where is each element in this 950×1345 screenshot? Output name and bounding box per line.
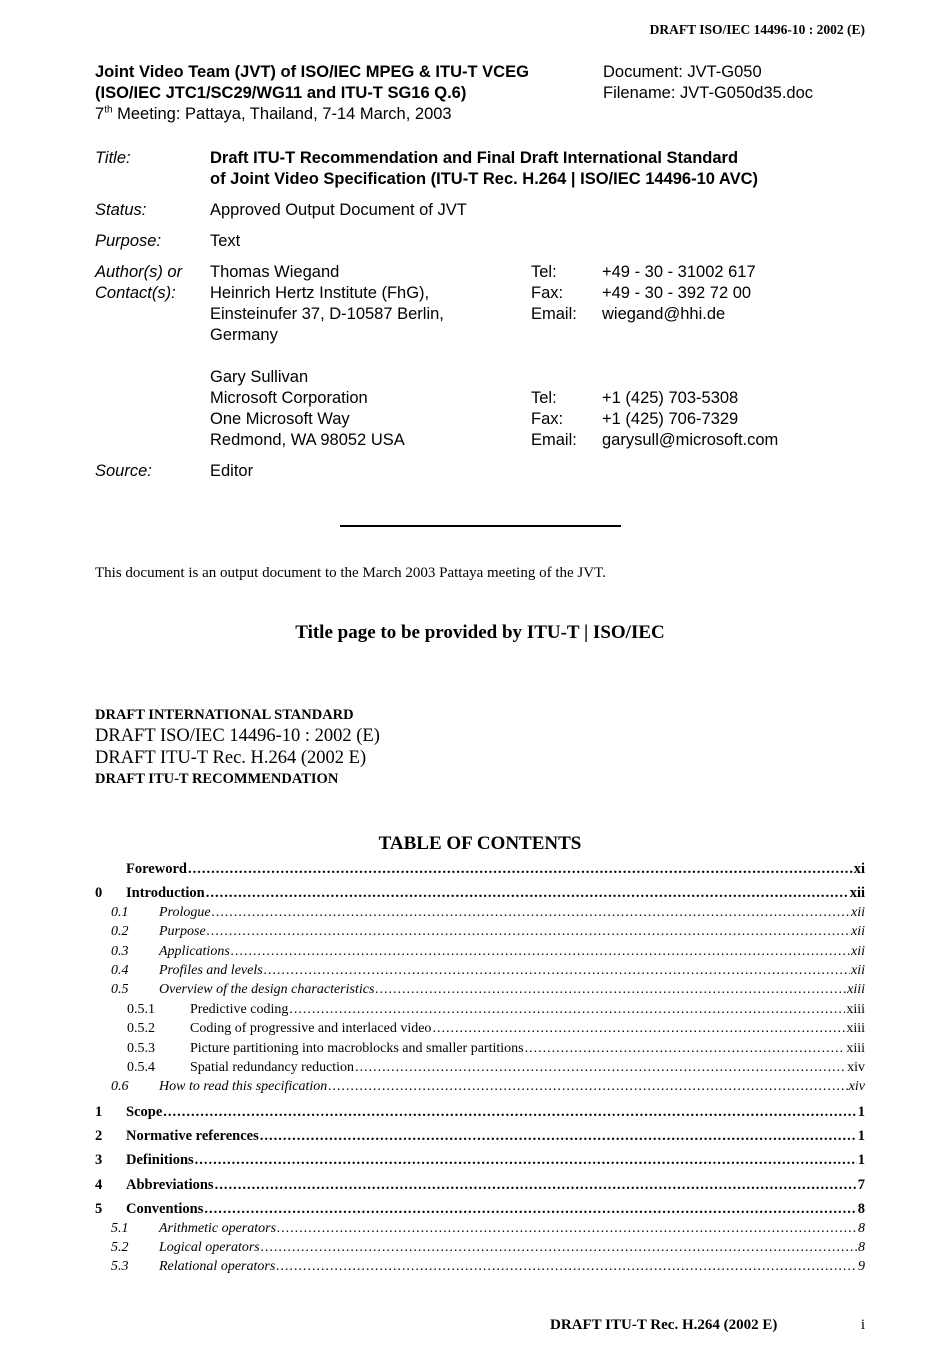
toc-entry[interactable] xyxy=(95,1152,865,1171)
standard-line-4: DRAFT ITU-T RECOMMENDATION xyxy=(95,771,339,787)
toc-leader-dots xyxy=(525,1041,846,1057)
toc-entry-page: xiii xyxy=(846,1040,865,1056)
purpose-row xyxy=(95,231,865,252)
title-row xyxy=(95,148,865,190)
toc-entry-title: Logical operators xyxy=(159,1240,260,1256)
toc-leader-dots xyxy=(261,1240,857,1256)
contacts-row xyxy=(95,262,865,451)
toc-leader-dots xyxy=(276,1259,857,1275)
toc-entry-title: Coding of progressive and interlaced video xyxy=(190,1021,432,1037)
filename: Filename: JVT-G050d35.doc xyxy=(603,84,814,102)
toc-leader-dots xyxy=(289,1002,845,1018)
toc-entry[interactable] xyxy=(95,1259,865,1278)
fax-label: Fax: xyxy=(531,410,564,428)
toc-leader-dots xyxy=(260,1128,857,1145)
email-value: wiegand@hhi.de xyxy=(602,305,726,323)
status-value: Approved Output Document of JVT xyxy=(210,201,467,219)
toc-leader-dots xyxy=(212,905,850,921)
toc-entry-page: xii xyxy=(851,943,865,959)
toc-entry-title: Scope xyxy=(126,1103,163,1120)
toc-entry-page: xii xyxy=(851,924,865,940)
toc-entry-title: Profiles and levels xyxy=(159,962,263,978)
contact-sullivan xyxy=(210,367,865,451)
contact-address: Einsteinufer 37, D-10587 Berlin, xyxy=(210,305,444,323)
tel-label: Tel: xyxy=(531,263,557,281)
toc-entry-number: 5.1 xyxy=(111,1220,129,1236)
author-label-line-2: Contact(s): xyxy=(95,284,176,302)
toc-entry-number: 0.5.3 xyxy=(127,1040,155,1056)
toc-entry-number: 3 xyxy=(95,1152,103,1169)
email-label: Email: xyxy=(531,305,577,323)
toc-entry[interactable] xyxy=(95,1221,865,1240)
jvt-line-1: Joint Video Team (JVT) of ISO/IEC MPEG & ITU-T VCEG xyxy=(95,63,529,81)
contact-line xyxy=(210,262,865,283)
toc-entry-number: 0.6 xyxy=(111,1079,129,1095)
standard-line-1: DRAFT INTERNATIONAL STANDARD xyxy=(95,707,354,723)
toc-entry-page: 8 xyxy=(858,1240,865,1256)
email-value: garysull@microsoft.com xyxy=(602,431,779,449)
standard-line-3: DRAFT ITU-T Rec. H.264 (2002 E) xyxy=(95,748,367,768)
toc-leader-dots xyxy=(215,1177,857,1194)
contact-name: Gary Sullivan xyxy=(210,368,309,386)
toc-leader-dots xyxy=(231,944,850,960)
toc-entry-number: 0.3 xyxy=(111,943,129,959)
toc-entry-title: Purpose xyxy=(159,924,206,940)
toc-leader-dots xyxy=(204,1201,856,1218)
contact-address: One Microsoft Way xyxy=(210,410,350,428)
toc-entry-page: xiv xyxy=(847,1059,865,1075)
toc-entry-number: 0 xyxy=(95,885,103,902)
toc-entry[interactable] xyxy=(95,1104,865,1123)
toc-leader-dots xyxy=(355,1060,846,1076)
author-label xyxy=(95,262,207,304)
toc-entry-page: 7 xyxy=(857,1176,865,1193)
contact-line xyxy=(210,388,865,409)
toc-entry-page: 1 xyxy=(857,1103,865,1120)
status-label: Status: xyxy=(95,201,147,219)
contact-country: Germany xyxy=(210,326,278,344)
toc-entry-page: 8 xyxy=(858,1220,865,1236)
toc-entry-number: 5.3 xyxy=(111,1259,129,1275)
toc-entry-number: 1 xyxy=(95,1103,103,1120)
author-label-line-1: Author(s) or xyxy=(95,263,183,281)
toc-entry-number: 5 xyxy=(95,1201,103,1218)
toc-entry-title: Introduction xyxy=(126,885,205,902)
toc-entry-title: Abbreviations xyxy=(126,1176,214,1193)
toc-entry[interactable] xyxy=(95,1002,865,1021)
toc-entry-number: 0.5.4 xyxy=(127,1059,155,1075)
toc-entry[interactable] xyxy=(95,924,865,943)
toc-entry-page: 9 xyxy=(858,1259,865,1275)
toc-entry-page: 8 xyxy=(857,1201,865,1218)
toc-entry[interactable] xyxy=(95,1041,865,1060)
toc-entry-page: xiii xyxy=(847,982,865,998)
toc-entry[interactable] xyxy=(95,861,865,880)
toc-entry-title: Applications xyxy=(159,943,230,959)
toc-entry-number: 0.1 xyxy=(111,904,129,920)
toc-entry-number: 0.5.2 xyxy=(127,1021,155,1037)
toc-leader-dots xyxy=(188,861,853,878)
source-label: Source: xyxy=(95,462,152,480)
toc-entry-page: xi xyxy=(853,861,865,877)
toc-entry-title: Conventions xyxy=(126,1201,204,1218)
toc-entry[interactable] xyxy=(95,885,865,904)
standard-line-2: DRAFT ISO/IEC 14496-10 : 2002 (E) xyxy=(95,726,380,746)
status-row xyxy=(95,200,865,221)
contact-line xyxy=(210,409,865,430)
contact-wiegand xyxy=(210,262,865,346)
toc-entry-title: Predictive coding xyxy=(190,1001,289,1017)
running-header: DRAFT ISO/IEC 14496-10 : 2002 (E) xyxy=(649,22,865,37)
toc-entry-page: xii xyxy=(851,904,865,920)
table-of-contents xyxy=(95,861,865,1279)
toc-entry[interactable] xyxy=(95,1240,865,1259)
title-page-note: Title page to be provided by ITU-T | ISO/IEC xyxy=(295,622,665,643)
toc-entry-number: 0.5.1 xyxy=(127,1001,155,1017)
toc-leader-dots xyxy=(206,885,849,902)
toc-entry-number: 2 xyxy=(95,1128,103,1145)
toc-entry[interactable] xyxy=(95,1060,865,1079)
jvt-line-2: (ISO/IEC JTC1/SC29/WG11 and ITU-T SG16 Q.6) xyxy=(95,84,467,102)
toc-entry-number: 0.4 xyxy=(111,962,129,978)
page-footer: DRAFT ITU-T Rec. H.264 (2002 E) xyxy=(550,1317,778,1333)
tel-value: +1 (425) 703-5308 xyxy=(602,389,739,407)
toc-entry-title: Overview of the design characteristics xyxy=(159,982,375,998)
fax-value: +1 (425) 706-7329 xyxy=(602,410,739,428)
toc-entry-page: 1 xyxy=(857,1128,865,1145)
toc-entry-number: 0.2 xyxy=(111,924,129,940)
toc-entry[interactable] xyxy=(95,1021,865,1040)
tel-value: +49 - 30 - 31002 617 xyxy=(602,263,756,281)
toc-entry[interactable] xyxy=(95,963,865,982)
toc-entry[interactable] xyxy=(95,1128,865,1147)
toc-leader-dots xyxy=(375,982,846,998)
toc-entry-number: 5.2 xyxy=(111,1240,129,1256)
toc-entry[interactable] xyxy=(95,944,865,963)
toc-entry-title: Relational operators xyxy=(159,1259,276,1275)
fax-value: +49 - 30 - 392 72 00 xyxy=(602,284,752,302)
toc-entry-page: xii xyxy=(849,885,865,902)
title-line-1: Draft ITU-T Recommendation and Final Draft International Standard xyxy=(210,149,739,167)
toc-entry[interactable] xyxy=(95,1201,865,1220)
toc-entry[interactable] xyxy=(95,1177,865,1196)
title-line-2: of Joint Video Specification (ITU-T Rec. H.264 | ISO/IEC 14496-10 AVC) xyxy=(210,170,759,188)
toc-entry-page: xiii xyxy=(846,1001,865,1017)
purpose-value: Text xyxy=(210,232,241,250)
source-value: Editor xyxy=(210,462,254,480)
meeting-details: Meeting: Pattaya, Thailand, 7-14 March, 2003 xyxy=(112,105,452,123)
toc-entry-title: Spatial redundancy reduction xyxy=(190,1059,355,1075)
toc-entry-number: 4 xyxy=(95,1176,103,1193)
toc-entry[interactable] xyxy=(95,905,865,924)
meeting-ordinal: th xyxy=(104,104,113,116)
purpose-label: Purpose: xyxy=(95,232,162,250)
email-label: Email: xyxy=(531,431,577,449)
contact-line xyxy=(210,430,865,451)
toc-entry[interactable] xyxy=(95,1079,865,1098)
contact-name: Thomas Wiegand xyxy=(210,263,340,281)
document-title xyxy=(210,148,865,190)
document-metadata xyxy=(95,148,865,482)
source-row xyxy=(95,461,865,482)
toc-entry-title: Picture partitioning into macroblocks and smaller partitions xyxy=(190,1040,524,1056)
meeting-line xyxy=(95,104,529,125)
toc-entry-title: Definitions xyxy=(126,1152,194,1169)
title-label: Title: xyxy=(95,149,131,167)
toc-entry-page: xii xyxy=(851,962,865,978)
page-number: i xyxy=(860,1317,865,1333)
toc-entry-page: xiv xyxy=(848,1079,865,1095)
toc-entry-title: Normative references xyxy=(126,1128,259,1145)
toc-entry-title: How to read this specification xyxy=(159,1079,328,1095)
document-id: Document: JVT-G050 xyxy=(603,63,762,81)
standard-designation xyxy=(95,705,380,789)
toc-entry[interactable] xyxy=(95,982,865,1001)
contact-org: Microsoft Corporation xyxy=(210,389,368,407)
toc-entry-page: xiii xyxy=(846,1021,865,1037)
intro-paragraph: This document is an output document to the March 2003 Pattaya meeting of the JVT. xyxy=(95,565,606,581)
toc-heading: TABLE OF CONTENTS xyxy=(378,833,582,854)
toc-leader-dots xyxy=(328,1079,847,1095)
fax-label: Fax: xyxy=(531,284,564,302)
toc-leader-dots xyxy=(432,1021,845,1037)
toc-entry-title: Prologue xyxy=(159,904,211,920)
toc-leader-dots xyxy=(195,1152,857,1169)
toc-entry-title: Arithmetic operators xyxy=(159,1220,277,1236)
tel-label: Tel: xyxy=(531,389,557,407)
toc-leader-dots xyxy=(264,963,850,979)
toc-leader-dots xyxy=(163,1104,857,1121)
contact-line xyxy=(210,283,865,304)
contact-city: Redmond, WA 98052 USA xyxy=(210,431,405,449)
toc-leader-dots xyxy=(207,924,850,940)
toc-entry-number: 0.5 xyxy=(111,982,129,998)
toc-entry-title: Foreword xyxy=(126,861,187,877)
contact-line xyxy=(210,304,865,325)
meeting-number: 7 xyxy=(95,105,105,123)
toc-entry-page: 1 xyxy=(857,1152,865,1169)
separator-rule xyxy=(340,525,621,527)
contact-org: Heinrich Hertz Institute (FhG), xyxy=(210,284,430,302)
toc-leader-dots xyxy=(277,1221,857,1237)
